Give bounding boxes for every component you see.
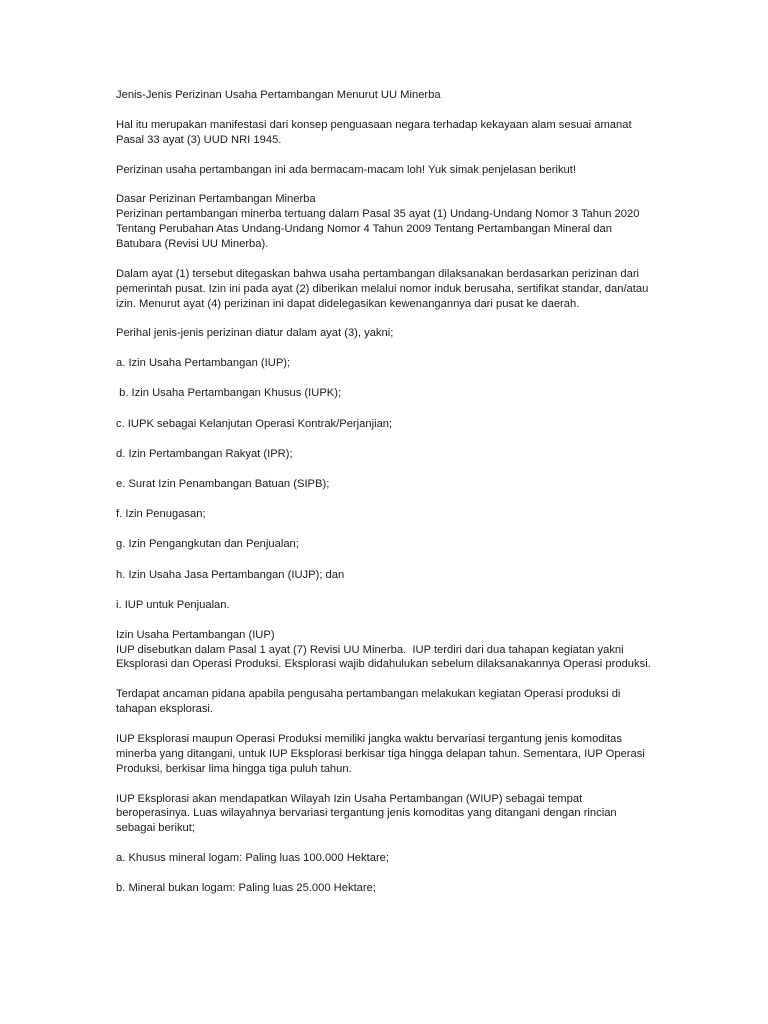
section-heading-iup: Izin Usaha Pertambangan (IUP) [116,628,275,641]
document-body [116,88,656,911]
section1-paragraph-1: Perizinan pertambangan minerba tertuang dalam Pasal 35 ayat (1) Undang-Undang Nomor 3 Tahun 2020 Tentang Perubahan Atas Undang-Undang Nomor 4 Tahun 2009 Tentang Pertambangan Mineral dan Batubara (Revisi UU Minerba). [116,208,643,251]
intro-paragraph-2: Perizinan usaha pertambangan ini ada bermacam-macam loh! Yuk simak penjelasan berikut! [116,163,576,176]
intro-paragraph: Hal itu merupakan manifestasi dari konsep penguasaan negara terhadap kekayaan alam sesuai amanat Pasal 33 ayat (3) UUD NRI 1945. [116,118,635,146]
list-item: g. Izin Pengangkutan dan Penjualan; [116,538,299,551]
list-item: b. Izin Usaha Pertambangan Khusus (IUPK); [116,387,342,400]
list-item: d. Izin Pertambangan Rakyat (IPR); [116,447,293,460]
list-item: h. Izin Usaha Jasa Pertambangan (IUJP); dan [116,568,345,581]
list-item: c. IUPK sebagai Kelanjutan Operasi Kontrak/Perjanjian; [116,417,393,430]
section2-paragraph-2: Terdapat ancaman pidana apabila pengusaha pertambangan melakukan kegiatan Operasi produksi di tahapan eksplorasi. [116,688,624,716]
section2-paragraph-3: IUP Eksplorasi maupun Operasi Produksi memiliki jangka waktu bervariasi tergantung jenis komoditas minerba yang ditangani, untuk IUP Eksplorasi berkisar tiga hingga delapan tahun. Sementara, IUP Operasi Produksi, berkisar lima hingga tiga puluh tahun. [116,732,648,775]
section2-paragraph-4: IUP Eksplorasi akan mendapatkan Wilayah Izin Usaha Pertambangan (WIUP) sebagai tempat beroperasinya. Luas wilayahnya bervariasi tergantung jenis komoditas yang ditangani dengan rincian sebagai berikut; [116,792,620,835]
section-heading-dasar-perizinan: Dasar Perizinan Pertambangan Minerba [116,193,316,206]
list-item: b. Mineral bukan logam: Paling luas 25.000 Hektare; [116,882,376,895]
list-item: a. Izin Usaha Pertambangan (IUP); [116,357,291,370]
list-intro: Perihal jenis-jenis perizinan diatur dalam ayat (3), yakni; [116,327,394,340]
list-item: a. Khusus mineral logam: Paling luas 100.000 Hektare; [116,852,390,865]
list-item: i. IUP untuk Penjualan. [116,598,230,611]
section2-paragraph-1: IUP disebutkan dalam Pasal 1 ayat (7) Revisi UU Minerba. IUP terdiri dari dua tahapan kegiatan yakni Eksplorasi dan Operasi Produksi. Eksplorasi wajib didahulukan sebelum dilaksanakannya Operasi produksi. [116,643,651,671]
section1-paragraph-2: Dalam ayat (1) tersebut ditegaskan bahwa usaha pertambangan dilaksanakan berdasarkan perizinan dari pemerintah pusat. Izin ini pada ayat (2) diberikan melalui nomor induk berusaha, sertifikat standar, dan/atau izin. Menurut ayat (4) perizinan ini dapat didelegasikan kewenangannya dari pusat ke daerah. [116,267,652,310]
list-item: f. Izin Penugasan; [116,508,206,521]
document-title: Jenis-Jenis Perizinan Usaha Pertambangan Menurut UU Minerba [116,89,441,101]
list-item: e. Surat Izin Penambangan Batuan (SIPB); [116,478,330,491]
